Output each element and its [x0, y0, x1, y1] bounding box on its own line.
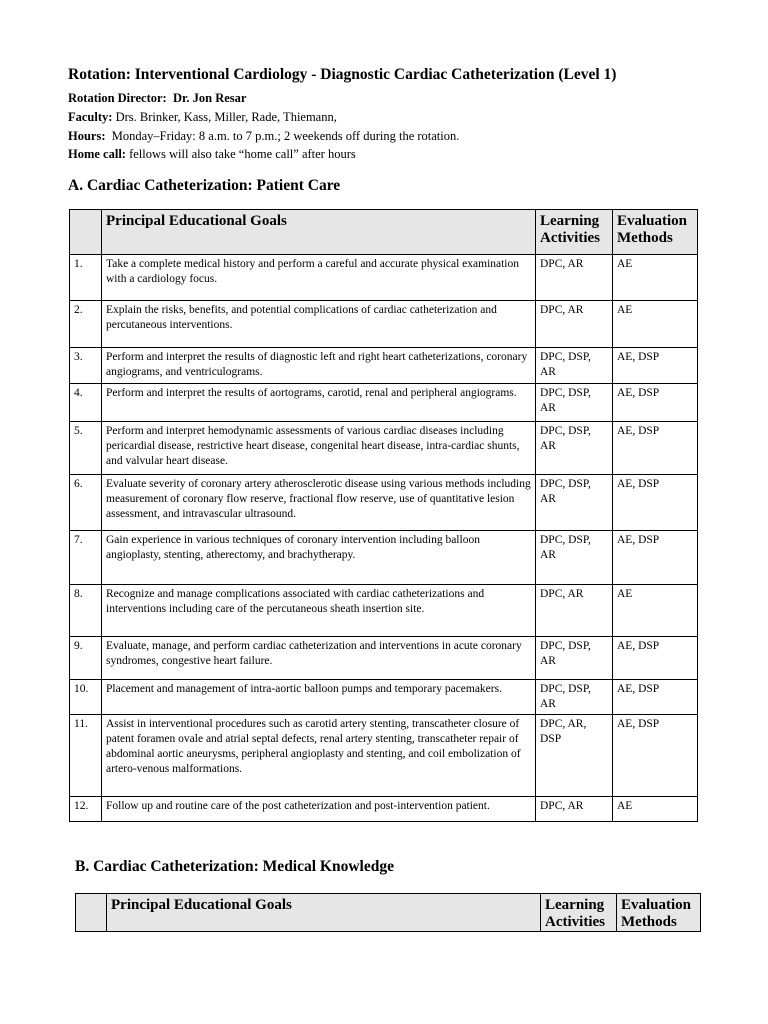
- row-number: 8.: [70, 585, 102, 637]
- section-b-title: B. Cardiac Catheterization: Medical Knowledge: [75, 858, 394, 875]
- row-goal: Evaluate severity of coronary artery atherosclerotic disease using various methods including measurement of coronary flow reserve, fractional flow reserve, use of quantitative lesion assessment, and intravascular ultrasound.: [102, 475, 536, 531]
- home-call-line: [68, 147, 356, 162]
- row-activities: DPC, AR: [536, 255, 613, 301]
- row-goal: Perform and interpret hemodynamic assessments of various cardiac diseases including pericardial disease, restrictive heart disease, congenital heart disease, intra-cardiac shunts, and valvular heart disease.: [102, 422, 536, 475]
- director-value: Dr. Jon Resar: [172, 91, 247, 105]
- row-goal: Follow up and routine care of the post catheterization and post-intervention patient.: [102, 797, 536, 822]
- header-activities: [541, 894, 617, 932]
- row-number: 4.: [70, 384, 102, 422]
- row-activities: DPC, AR: [536, 585, 613, 637]
- row-methods: AE, DSP: [613, 422, 698, 475]
- hours-line: [68, 129, 459, 144]
- row-number: 1.: [70, 255, 102, 301]
- row-number: 6.: [70, 475, 102, 531]
- row-methods: AE: [613, 301, 698, 348]
- table-row: [70, 348, 698, 384]
- table-header-row: [76, 894, 701, 932]
- row-methods: AE: [613, 585, 698, 637]
- header-methods: [617, 894, 701, 932]
- row-number: 7.: [70, 531, 102, 585]
- row-activities: DPC, DSP, AR: [536, 348, 613, 384]
- row-activities: DPC, AR: [536, 301, 613, 348]
- row-goal: Gain experience in various techniques of coronary intervention including balloon angioplasty, stenting, atherectomy, and brachytherapy.: [102, 531, 536, 585]
- header-num-cell: [70, 210, 102, 255]
- row-activities: DPC, DSP, AR: [536, 637, 613, 680]
- row-number: 10.: [70, 680, 102, 715]
- row-activities: DPC, DSP, AR: [536, 680, 613, 715]
- row-goal: Explain the risks, benefits, and potential complications of cardiac catheterization and percutaneous interventions.: [102, 301, 536, 348]
- row-number: 12.: [70, 797, 102, 822]
- faculty-line: [68, 110, 337, 125]
- row-activities: DPC, DSP, AR: [536, 422, 613, 475]
- director-label: Rotation Director:: [68, 91, 167, 105]
- row-methods: AE, DSP: [613, 531, 698, 585]
- row-methods: AE, DSP: [613, 475, 698, 531]
- row-number: 2.: [70, 301, 102, 348]
- header-methods-line1: Evaluation: [617, 213, 688, 229]
- row-goal: Perform and interpret the results of diagnostic left and right heart catheterizations, coronary angiograms, and ventriculograms.: [102, 348, 536, 384]
- hours-value: Monday–Friday: 8 a.m. to 7 p.m.; 2 weekends off during the rotation.: [111, 129, 460, 143]
- table-row: [70, 715, 698, 797]
- row-goal: Assist in interventional procedures such as carotid artery stenting, transcatheter closure of patent foramen ovale and atrial septal defects, renal artery stenting, transcatheter repair of abdominal aortic aneurysms, peripheral angioplasty and stenting, and coil embolization of artero-venous malformations.: [102, 715, 536, 797]
- table-row: [70, 255, 698, 301]
- row-number: 5.: [70, 422, 102, 475]
- row-methods: AE, DSP: [613, 680, 698, 715]
- row-methods: AE, DSP: [613, 637, 698, 680]
- table-row: [70, 301, 698, 348]
- header-methods-line2: Methods: [617, 230, 673, 246]
- medical-knowledge-table: [75, 893, 701, 932]
- header-goals: Principal Educational Goals: [102, 210, 536, 255]
- row-methods: AE, DSP: [613, 384, 698, 422]
- faculty-label: Faculty:: [68, 110, 113, 124]
- table-header-row: [70, 210, 698, 255]
- row-goal: Take a complete medical history and perform a careful and accurate physical examination with a cardiology focus.: [102, 255, 536, 301]
- table-row: [70, 384, 698, 422]
- header-goals: Principal Educational Goals: [107, 894, 541, 932]
- patient-care-table: [69, 209, 698, 822]
- row-methods: AE: [613, 797, 698, 822]
- row-activities: DPC, DSP, AR: [536, 384, 613, 422]
- table-row: [70, 422, 698, 475]
- row-goal: Perform and interpret the results of aortograms, carotid, renal and peripheral angiograms.: [102, 384, 536, 422]
- table-row: [70, 531, 698, 585]
- header-activities-line2: Activities: [540, 230, 600, 246]
- header-activities-line1: Learning: [545, 897, 605, 913]
- table-row: [70, 585, 698, 637]
- header-methods-line1: Evaluation: [621, 897, 692, 913]
- row-activities: DPC, DSP, AR: [536, 475, 613, 531]
- table-row: [70, 797, 698, 822]
- row-methods: AE, DSP: [613, 348, 698, 384]
- table-row: [70, 475, 698, 531]
- home-call-label: Home call:: [68, 147, 126, 161]
- row-goal: Evaluate, manage, and perform cardiac catheterization and interventions in acute coronary syndromes, congestive heart failure.: [102, 637, 536, 680]
- row-goal: Placement and management of intra-aortic balloon pumps and temporary pacemakers.: [102, 680, 536, 715]
- rotation-title: Rotation: Interventional Cardiology - Diagnostic Cardiac Catheterization (Level 1): [68, 66, 617, 83]
- faculty-value: Drs. Brinker, Kass, Miller, Rade, Thiemann,: [115, 110, 337, 124]
- header-num-cell: [76, 894, 107, 932]
- section-a-title: A. Cardiac Catheterization: Patient Care: [68, 177, 341, 194]
- header-activities-line2: Activities: [545, 914, 605, 930]
- row-goal: Recognize and manage complications associated with cardiac catheterizations and interventions including care of the percutaneous sheath insertion site.: [102, 585, 536, 637]
- header-activities-line1: Learning: [540, 213, 600, 229]
- header-activities: [536, 210, 613, 255]
- row-number: 11.: [70, 715, 102, 797]
- row-number: 3.: [70, 348, 102, 384]
- header-methods-line2: Methods: [621, 914, 677, 930]
- row-methods: AE: [613, 255, 698, 301]
- header-methods: [613, 210, 698, 255]
- table-row: [70, 680, 698, 715]
- table-row: [70, 637, 698, 680]
- hours-label: Hours:: [68, 129, 106, 143]
- row-methods: AE, DSP: [613, 715, 698, 797]
- rotation-director-line: [68, 91, 246, 106]
- row-number: 9.: [70, 637, 102, 680]
- row-activities: DPC, AR: [536, 797, 613, 822]
- row-activities: DPC, AR, DSP: [536, 715, 613, 797]
- row-activities: DPC, DSP, AR: [536, 531, 613, 585]
- home-call-value: fellows will also take “home call” after hours: [129, 147, 356, 161]
